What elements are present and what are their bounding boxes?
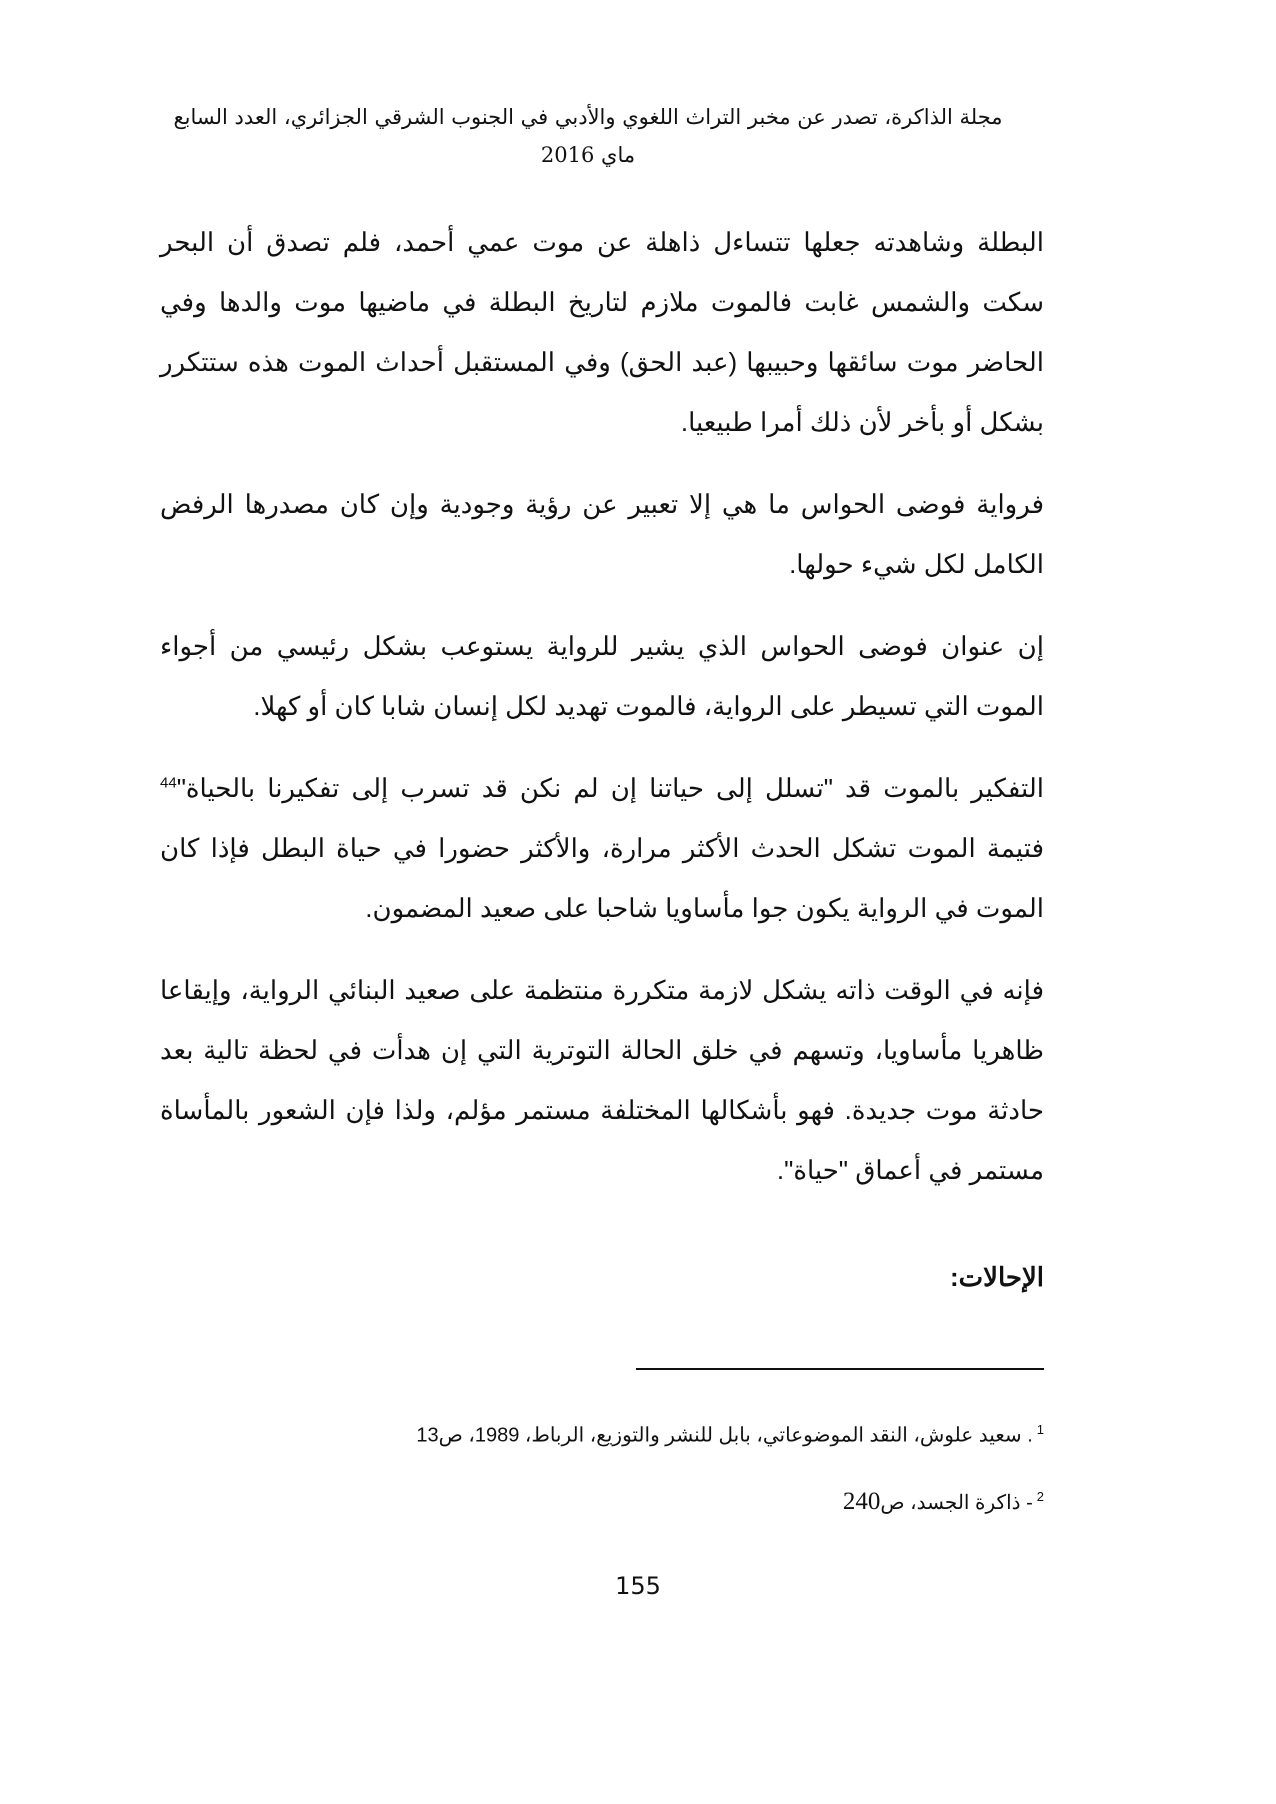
page-number: 155	[615, 1572, 661, 1600]
footnote-separator	[636, 1368, 1044, 1370]
footnote-2-page: 240	[842, 1488, 881, 1515]
footnote-2	[284, 1488, 1044, 1516]
footnote-1-text: . سعيد علوش، النقد الموضوعاتي، بابل للنشر والتوزيع، الرباط، 1989، ص13	[416, 1424, 1033, 1447]
paragraph-4	[160, 758, 1044, 938]
footnote-ref-44: 44	[160, 774, 177, 792]
paragraph-2: فرواية فوضى الحواس ما هي إلا تعبير عن رؤية وجودية وإن كان مصدرها الرفض الكامل لكل شيء حولها.	[160, 489, 1044, 579]
paragraph-3: إن عنوان فوضى الحواس الذي يشير للرواية يستوعب بشكل رئيسي من أجواء الموت التي تسيطر على الرواية، فالموت تهديد لكل إنسان شابا كان أو كهلا.	[160, 631, 1044, 721]
journal-running-header	[130, 98, 1046, 174]
footnote-2-mark: 2	[1036, 1489, 1044, 1505]
footnote-1-mark: 1	[1036, 1422, 1044, 1437]
paragraph-4-rest: فتيمة الموت تشكل الحدث الأكثر مرارة، والأكثر حضورا في حياة البطل فإذا كان الموت في الرواية يكون جوا مأساويا شاحبا على صعيد المضمون.	[160, 833, 1044, 923]
footnote-2-text: - ذاكرة الجسد، ص	[880, 1492, 1033, 1514]
footnote-1	[284, 1422, 1044, 1448]
paragraph-1: البطلة وشاهدته جعلها تتساءل ذاهلة عن موت عمي أحمد، فلم تصدق أن البحر سكت والشمس غابت فالموت ملازم لتاريخ البطلة في ماضيها موت والدها وفي الحاضر موت سائقها وحبيبها (عبد الحق) وفي المستقبل أحداث الموت هذه ستتكرر بشكل أو بأخر لأن ذلك أمرا طبيعيا.	[160, 227, 1044, 437]
header-line-date: ماي 2016	[540, 143, 636, 167]
body-text	[160, 212, 1044, 1222]
header-line-journal: مجلة الذاكرة، تصدر عن مخبر التراث اللغوي والأدبي في الجنوب الشرقي الجزائري، العدد السابع	[173, 105, 1003, 129]
paragraph-5: فإنه في الوقت ذاته يشكل لازمة متكررة منتظمة على صعيد البنائي الرواية، وإيقاعا ظاهريا مأساويا، وتسهم في خلق الحالة التوترية التي إن هدأت في لحظة تالية بعد حادثة موت جديدة. فهو بأشكالها المختلفة مستمر مؤلم، ولذا فإن الشعور بالمأساة مستمر في أعماق "حياة".	[160, 975, 1044, 1185]
references-heading: الإحالات:	[949, 1262, 1044, 1292]
paragraph-4-quote: التفكير بالموت قد "تسلل إلى حياتنا إن لم نكن قد تسرب إلى تفكيرنا بالحياة"	[176, 773, 1044, 803]
